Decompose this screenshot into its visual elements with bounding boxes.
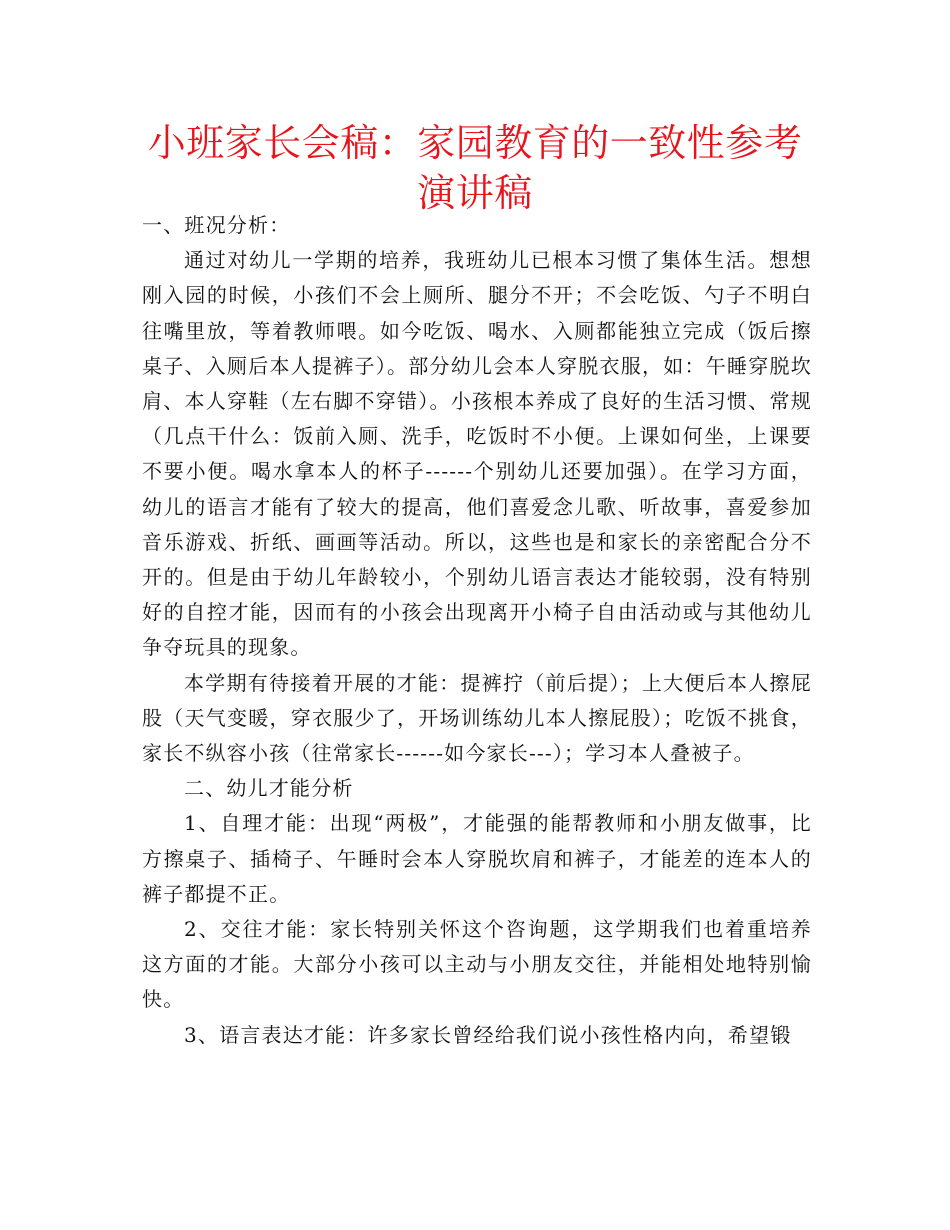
paragraph-social-ability: 2、交往才能：家长特别关怀这个咨询题，这学期我们也着重培养这方面的才能。大部分小孩可以主动与小朋友交往，并能相处地特别愉快。	[142, 917, 812, 1012]
document-body	[142, 208, 812, 1053]
section-heading-ability-analysis: 二、幼儿才能分析	[184, 776, 354, 801]
document-title: 小班家长会稿：家园教育的一致性参考演讲稿	[147, 121, 803, 215]
paragraph-self-care-ability: 1、自理才能：出现“两极”，才能强的能帮教师和小朋友做事，比方擦桌子、插椅子、午睡时会本人穿脱坎肩和裤子，才能差的连本人的裤子都提不正。	[142, 811, 812, 906]
paragraph-class-overview: 通过对幼儿一学期的培养，我班幼儿已根本习惯了集体生活。想想刚入园的时候，小孩们不会上厕所、腿分不开；不会吃饭、勺子不明白往嘴里放，等着教师喂。如今吃饭、喝水、入厕都能独立完成（饭后擦桌子、入厕后本人提裤子）。部分幼儿会本人穿脱衣服，如：午睡穿脱坎肩、本人穿鞋（左右脚不穿错）。小孩根本养成了良好的生活习惯、常规（几点干什么：饭前入厕、洗手，吃饭时不小便。上课如何坐，上课要不要小便。喝水拿本人的杯子------个别幼儿还要加强）。在学习方面，幼儿的语言才能有了较大的提高，他们喜爱念儿歌、听故事，喜爱参加音乐游戏、折纸、画画等活动。所以，这些也是和家长的亲密配合分不开的。但是由于幼儿年龄较小，个别幼儿语言表达才能较弱，没有特别好的自控才能，因而有的小孩会出现离开小椅子自由活动或与其他幼儿争夺玩具的现象。	[142, 248, 812, 660]
paragraph-skills-to-develop: 本学期有待接着开展的才能：提裤拧（前后提）；上大便后本人擦屁股（天气变暖，穿衣服少了，开场训练幼儿本人擦屁股）；吃饭不挑食，家长不纵容小孩（往常家长------如今家长---）；学习本人叠被子。	[142, 670, 812, 766]
section-heading-class-analysis: 一、班况分析：	[142, 213, 291, 237]
paragraph-language-ability: 3、语言表达才能：许多家长曾经给我们说小孩性格内向，希望锻	[184, 1022, 792, 1047]
